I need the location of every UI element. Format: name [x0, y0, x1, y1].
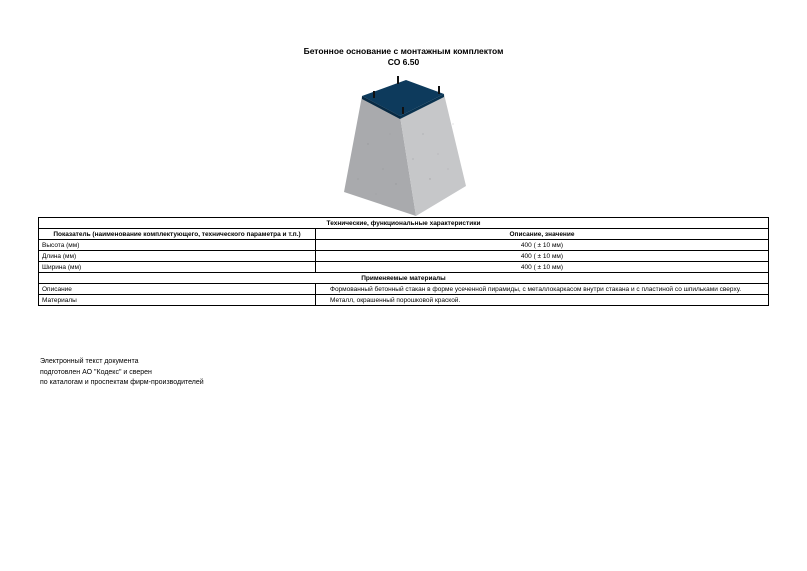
value-cell: 400 ( ± 10 мм) [316, 262, 769, 273]
column-header-parameter: Показатель (наименование комплектующего, технического параметра и т.п.) [39, 229, 316, 240]
stud-2 [438, 86, 440, 94]
stud-4 [402, 107, 404, 114]
section-materials: Применяемые материалы [39, 273, 769, 284]
table-row [39, 251, 769, 262]
value-cell: 400 ( ± 10 мм) [316, 251, 769, 262]
column-header-value: Описание, значение [316, 229, 769, 240]
value-cell: Формованный бетонный стакан в форме усеченной пирамиды, с металлокаркасом внутри стакана и с пластиной со шпильками сверху. [316, 284, 769, 295]
footer-line-2: подготовлен АО "Кодекс" и сверен [40, 368, 152, 376]
stud-1 [397, 76, 399, 84]
param-cell: Ширина (мм) [39, 262, 316, 273]
title-line-2: СО 6.50 [387, 57, 420, 67]
section-technical: Технические, функциональные характеристики [39, 218, 769, 229]
footer-line-1: Электронный текст документа [40, 358, 139, 365]
value-cell: Металл, окрашенный порошковой краской. [316, 295, 769, 306]
param-cell: Материалы [39, 295, 316, 306]
stud-3 [373, 91, 375, 98]
param-cell: Описание [39, 284, 316, 295]
value-cell: 400 ( ± 10 мм) [316, 240, 769, 251]
footer-line-3: по каталогам и проспектам фирм-производителей [40, 379, 204, 386]
table-row [39, 240, 769, 251]
table-row [39, 295, 769, 306]
title-line-1: Бетонное основание с монтажным комплектом [303, 46, 504, 56]
document-title [0, 46, 807, 68]
footer-note [40, 357, 204, 389]
table-row [39, 262, 769, 273]
specification-table [38, 217, 769, 306]
table-row [39, 284, 769, 295]
concrete-base-image [338, 74, 468, 216]
param-cell: Высота (мм) [39, 240, 316, 251]
param-cell: Длина (мм) [39, 251, 316, 262]
